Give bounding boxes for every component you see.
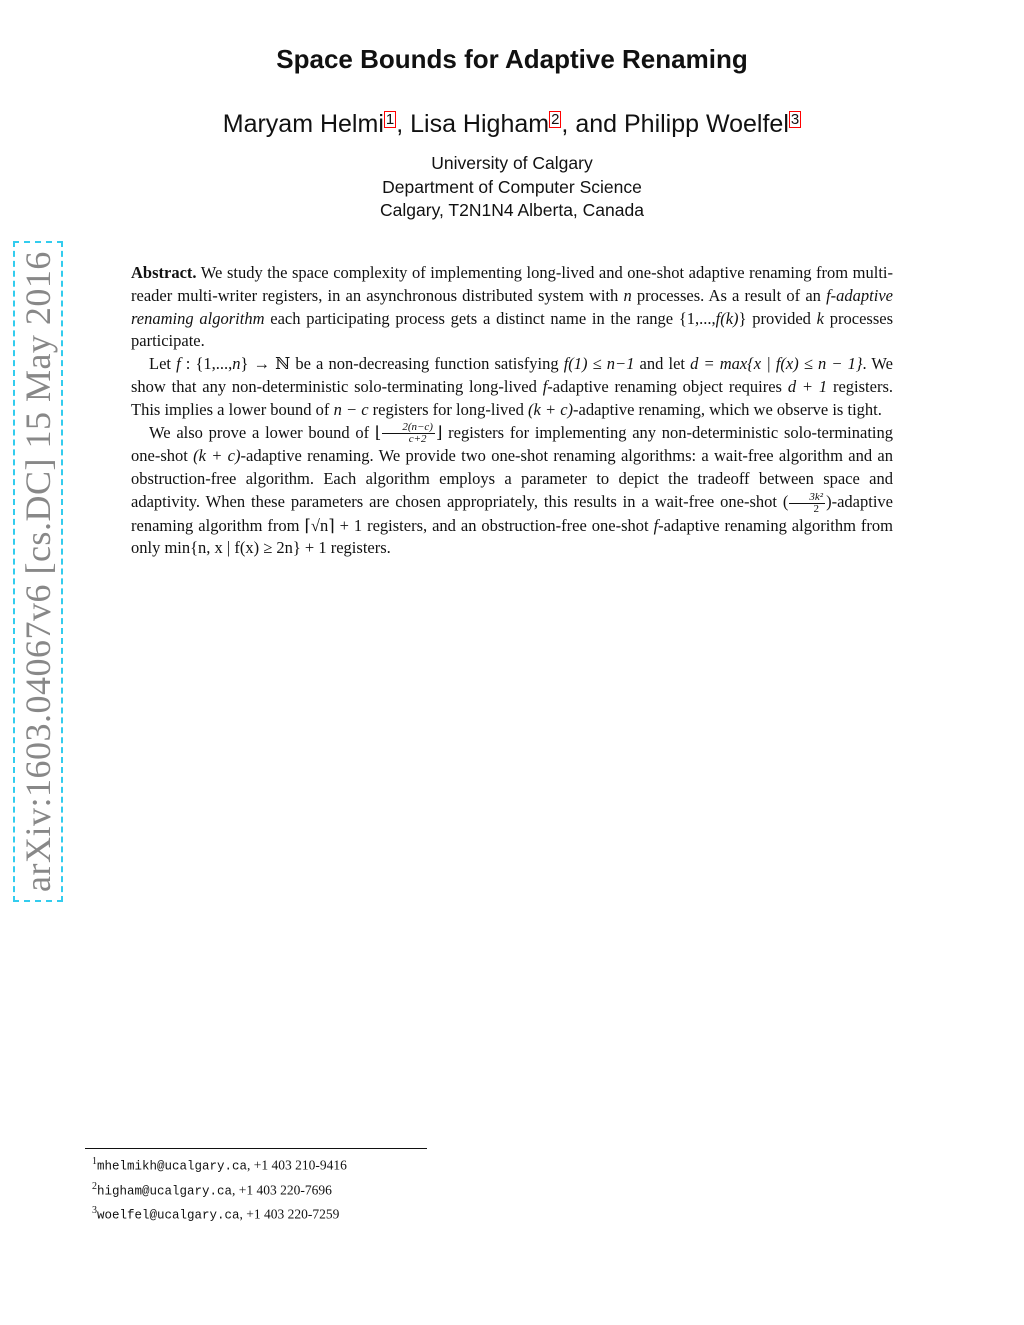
- abstract: [131, 262, 893, 560]
- author-separator: , and: [561, 110, 624, 138]
- math-expr: n − c: [333, 399, 369, 419]
- footnote: [92, 1177, 347, 1202]
- footnote-link-3[interactable]: 3: [790, 111, 800, 128]
- fraction: [382, 422, 435, 445]
- abstract-text: -adaptive renaming. We provide two one-shot renaming algorithms: a wait-free algorithm and an obstruction-free algorithm. Each algorithm employs a parameter to depict the tradeoff between space and adaptivity. When these parameters are chosen appropriately, this results in a wait-free one-shot (: [131, 446, 893, 511]
- abstract-paragraph: [131, 422, 893, 561]
- abstract-paragraph: [131, 353, 893, 421]
- footnote-link-2[interactable]: 2: [551, 111, 560, 128]
- abstract-text: We also prove a lower bound of ⌊: [149, 422, 382, 442]
- footnote-phone: , +1 403 220-7696: [232, 1182, 332, 1197]
- defined-term: f-adaptive renaming algorithm: [131, 285, 893, 328]
- math-expr: (k + c): [528, 399, 574, 419]
- fraction-denominator: c+2: [408, 433, 427, 446]
- fraction: [789, 492, 825, 515]
- footnote-phone: , +1 403 220-7259: [239, 1206, 340, 1222]
- math-expr: d + 1: [787, 376, 828, 396]
- footnote: [92, 1152, 347, 1177]
- fraction-numerator: 2(n−c): [382, 422, 435, 434]
- abstract-text: and let: [634, 354, 691, 374]
- math-var: f(k): [715, 308, 739, 328]
- math-var: n: [232, 354, 241, 374]
- footnote-rule: [85, 1148, 427, 1149]
- affiliation-line: Calgary, T2N1N4 Alberta, Canada: [380, 200, 644, 220]
- abstract-text: -adaptive renaming algorithm from only min{n, x | f(x) ≥ 2n} + 1 registers.: [131, 515, 893, 558]
- math-expr: d = max{x | f(x) ≤ n − 1}: [690, 354, 863, 374]
- abstract-text: registers. This implies a lower bound of: [131, 376, 893, 419]
- abstract-text: processes participate.: [131, 308, 893, 351]
- abstract-label: Abstract.: [131, 263, 197, 282]
- footnote-link-1[interactable]: 1: [385, 111, 395, 128]
- abstract-paragraph: [131, 262, 893, 353]
- footnote-mark: 3: [92, 1205, 97, 1216]
- footnote: [92, 1201, 347, 1226]
- author-name: Philipp Woelfel: [623, 110, 789, 138]
- footnote-mark: 2: [92, 1180, 97, 1192]
- footnotes: [92, 1152, 347, 1226]
- affiliation-block: [0, 152, 1024, 223]
- math-var: f: [176, 354, 181, 374]
- footnote-email: mhelmikh@ucalgary.ca: [97, 1159, 248, 1174]
- affiliation-line: University of Calgary: [431, 153, 593, 173]
- abstract-text: each participating process gets a distinct name in the range {1,...,: [264, 308, 716, 328]
- arxiv-identifier-stamp[interactable]: arXiv:1603.04067v6 [cs.DC] 15 May 2016: [13, 241, 63, 902]
- affiliation-line: Department of Computer Science: [382, 176, 642, 197]
- footnote-email: higham@ucalgary.ca: [97, 1184, 233, 1198]
- author-separator: ,: [396, 110, 411, 138]
- abstract-text: We study the space complexity of implementing long-lived and one-shot adaptive renaming from multi-reader multi-writer registers, in an asynchronous distributed system with: [131, 263, 893, 305]
- fraction-numerator: 3k²: [789, 492, 825, 504]
- math-expr: f(1) ≤ n−1: [563, 354, 635, 374]
- abstract-text: )-adaptive renaming algorithm from ⌈√n⌉ + 1 registers, and an obstruction-free one-shot: [131, 491, 893, 535]
- footnote-phone: , +1 403 210-9416: [247, 1157, 347, 1173]
- math-var: f: [653, 515, 659, 535]
- fraction-denominator: 2: [813, 502, 820, 515]
- abstract-text: registers for long-lived: [368, 399, 528, 419]
- footnote-email: woelfel@ucalgary.ca: [97, 1208, 240, 1223]
- math-var: k: [816, 308, 824, 328]
- author-name: Maryam Helmi: [222, 110, 384, 138]
- abstract-text: -adaptive renaming object requires: [547, 376, 788, 396]
- math-var: f: [542, 376, 548, 396]
- abstract-text: : {1,...,: [180, 354, 233, 374]
- abstract-text: } → ℕ be a non-decreasing function satisfying: [240, 354, 564, 374]
- paper-title: Space Bounds for Adaptive Renaming: [276, 44, 748, 74]
- abstract-text: Let: [149, 354, 177, 374]
- footnote-mark: 1: [92, 1156, 97, 1167]
- math-var: n: [623, 285, 632, 305]
- math-expr: (k + c): [193, 446, 241, 466]
- author-name: Lisa Higham: [410, 110, 550, 138]
- abstract-text: processes. As a result of an: [631, 285, 827, 305]
- abstract-text: } provided: [738, 308, 817, 328]
- abstract-text: ⌋ registers for implementing any non-deterministic solo-terminating one-shot: [131, 422, 894, 466]
- author-list: [0, 110, 1024, 139]
- abstract-text: -adaptive renaming, which we observe is tight.: [573, 399, 882, 419]
- abstract-text: . We show that any non-deterministic solo-terminating long-lived: [131, 354, 893, 396]
